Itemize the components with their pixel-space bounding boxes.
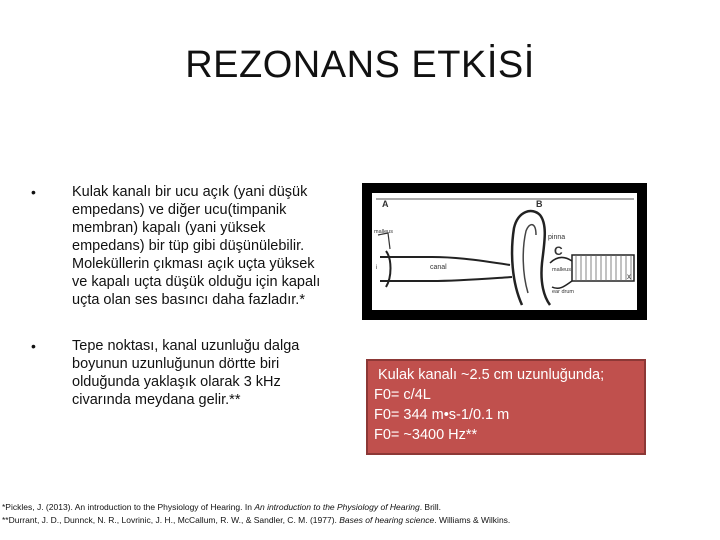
malleus-right-shape [550, 258, 572, 264]
label-canal: canal [430, 264, 447, 271]
reference-2-title: Bases of hearing science [339, 515, 435, 525]
label-x: x [627, 272, 631, 281]
callout-line-canal-length: Kulak kanalı ~2.5 cm uzunluğunda; [378, 367, 605, 383]
reference-1-publisher: . Brill. [419, 502, 441, 512]
pinna-inner [523, 225, 536, 293]
formula-callout-box [366, 359, 646, 455]
ear-drum-right-shape [552, 281, 572, 288]
label-malleus-right: malleus [552, 267, 571, 273]
label-small-left: i [376, 265, 378, 271]
reference-2-publisher: . Williams & Wilkins. [434, 515, 511, 525]
label-a: A [382, 199, 389, 209]
ear-diagram-svg [372, 193, 637, 310]
callout-line-formula: F0= c/4L [374, 387, 431, 403]
tube-hatching [576, 255, 631, 281]
callout-line-result: F0= ~3400 Hz** [374, 427, 478, 443]
callout-line-substitution: F0= 344 m•s-1/0.1 m [374, 407, 510, 423]
bullet-marker: • [31, 184, 36, 200]
references [2, 501, 718, 527]
reference-1 [2, 501, 718, 514]
label-pinna: pinna [548, 234, 566, 241]
canal-bottom-wall [380, 277, 512, 281]
bullet-list [28, 183, 328, 409]
ear-canal-figure [362, 183, 647, 320]
reference-1-title: An introduction to the Physiology of Hearing [254, 502, 420, 512]
label-c: C [554, 244, 563, 258]
bullet-item-peak [28, 337, 328, 409]
reference-2 [2, 514, 718, 527]
label-ear-drum: ear drum [552, 289, 575, 295]
bullet-item-resonance [28, 183, 328, 309]
slide-title: REZONANS ETKİSİ [185, 44, 535, 86]
reference-1-text: *Pickles, J. (2013). An introduction to the Physiology of Hearing. In [2, 502, 255, 512]
ear-canal-diagram [372, 193, 637, 310]
bullet-text: Kulak kanalı bir ucu açık (yani düşük empedans) ve diğer ucu(timpanik membran) kapalı (yani yüksek empedans) bir tüp gibi düşünülebilir. Moleküllerin çıkması açık uçta yüksek ve kapalı uçta düşük olduğu için kapalı uçta olan ses basıncı daha fazladır.* [72, 184, 321, 308]
label-malleus-left: malleus [374, 229, 393, 235]
bullet-text: Tepe noktası, kanal uzunluğu dalga boyunun uzunluğunun dörtte biri olduğunda yaklaşık olarak 3 kHz civarında meydana gelir.** [72, 338, 300, 408]
reference-2-text: **Durrant, J. D., Dunnck, N. R., Lovrinic, J. H., McCallum, R. W., & Sandler, C. M. (1977). [2, 515, 340, 525]
malleus-left-shape [378, 233, 390, 249]
label-b: B [536, 199, 543, 209]
bullet-marker: • [31, 338, 36, 354]
